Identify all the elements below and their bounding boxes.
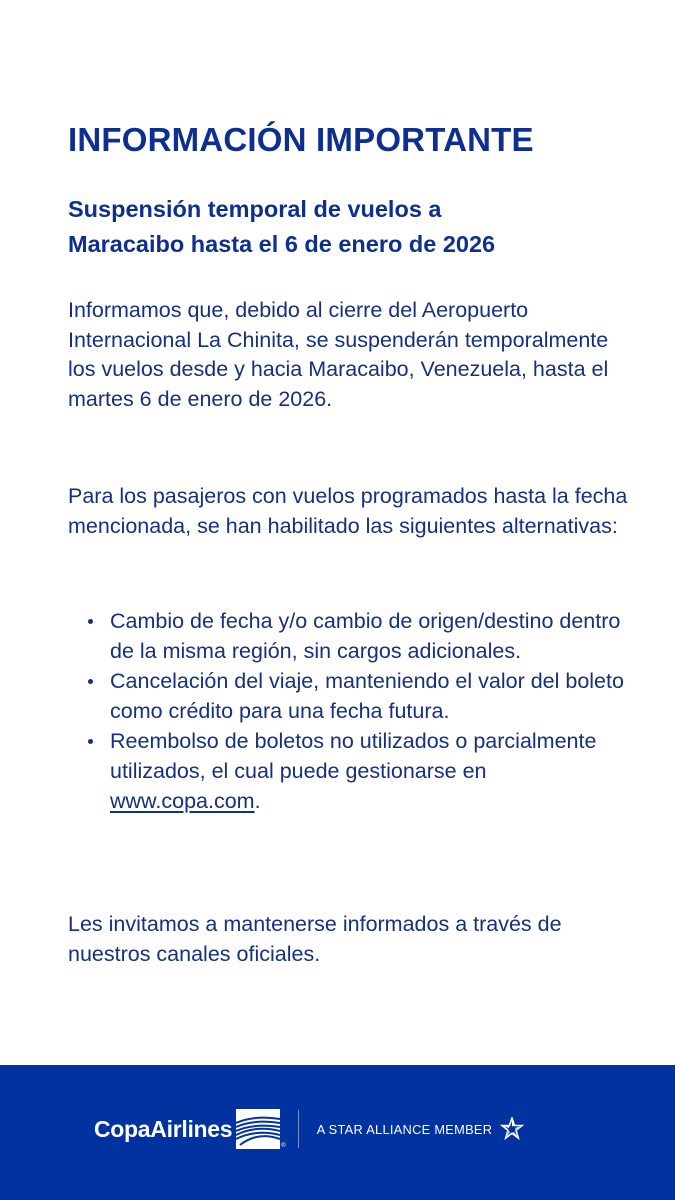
bullet-icon — [88, 679, 93, 684]
star-alliance-icon — [500, 1117, 524, 1141]
copa-wing-logo-icon — [236, 1109, 280, 1149]
bullet-icon — [88, 619, 93, 624]
alternative-text: Reembolso de boletos no utilizados o parcialmente utilizados, el cual puede gestionarse en — [110, 729, 597, 783]
alternative-text: Cancelación del viaje, manteniendo el valor del boleto como crédito para una fecha futura. — [110, 669, 624, 723]
closing-paragraph: Les invitamos a mantenerse informados a través de nuestros canales oficiales. — [68, 912, 562, 966]
alternative-text: Cambio de fecha y/o cambio de origen/destino dentro de la misma región, sin cargos adicionales. — [110, 609, 621, 663]
copa-website-link[interactable]: www.copa.com — [110, 789, 255, 813]
page-title: INFORMACIÓN IMPORTANTE — [68, 121, 534, 158]
list-item — [88, 606, 628, 666]
intro-paragraph: Informamos que, debido al cierre del Aeropuerto Internacional La Chinita, se suspenderán temporalmente los vuelos desde y hacia Maracaibo, Venezuela, hasta el martes 6 de enero de 2026. — [68, 298, 609, 412]
subtitle-line-1: Suspensión temporal de vuelos a — [68, 196, 442, 222]
footer-logos — [94, 1107, 524, 1151]
footer-banner — [0, 1065, 675, 1200]
list-item — [88, 726, 628, 816]
star-alliance-text: A STAR ALLIANCE MEMBER — [316, 1121, 493, 1137]
alternatives-list — [88, 606, 628, 816]
alternatives-intro-paragraph: Para los pasajeros con vuelos programados hasta la fecha mencionada, se han habilitado las siguientes alternativas: — [68, 484, 628, 538]
alternative-text-end: . — [254, 789, 261, 813]
registered-mark: ® — [281, 1143, 286, 1149]
announcement-subtitle — [68, 192, 495, 262]
copa-airlines-wordmark: CopaAirlines — [94, 1115, 233, 1142]
subtitle-line-2: Maracaibo hasta el 6 de enero de 2026 — [68, 231, 496, 257]
footer-divider — [298, 1110, 299, 1148]
bullet-icon — [88, 739, 93, 744]
list-item — [88, 666, 628, 726]
